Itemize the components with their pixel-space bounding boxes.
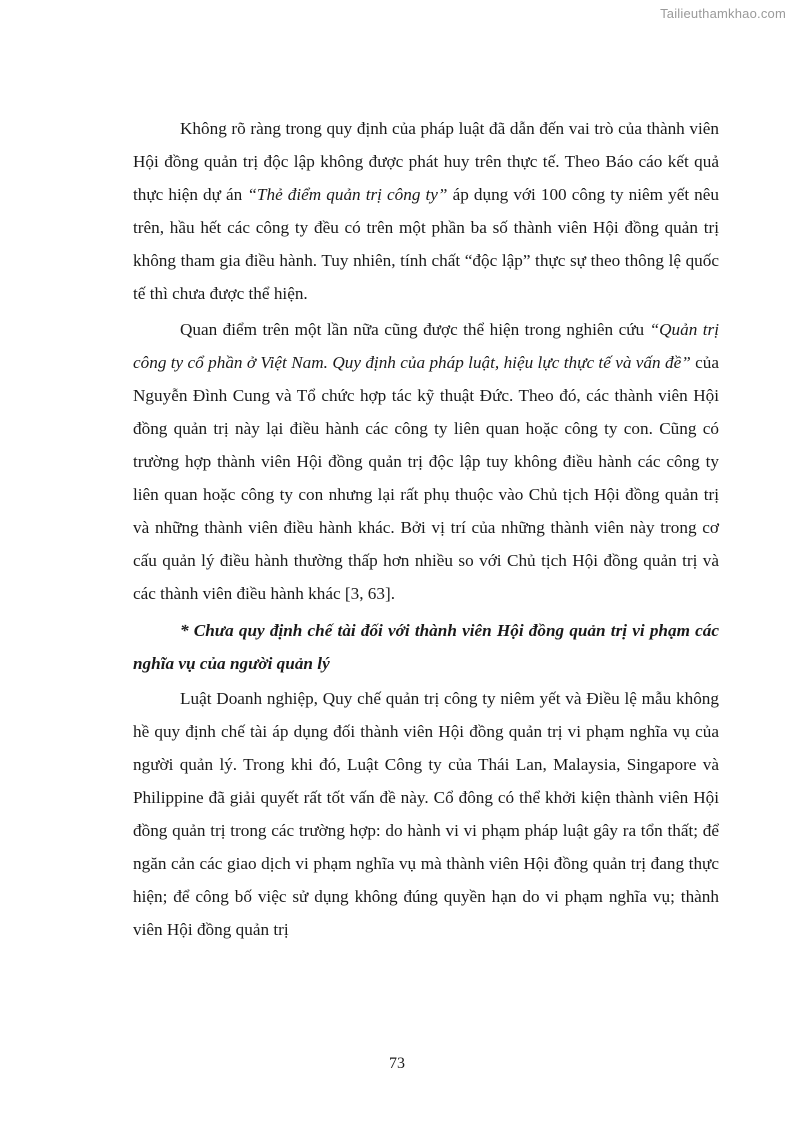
paragraph-2-quoted-title: “Quản trị công ty cổ phần ở Việt Nam. Quy định của pháp luật, hiệu lực thực tế và vấn đề”: [133, 320, 719, 372]
document-body: [133, 112, 719, 946]
paragraph-2-text-a: Quan điểm trên một lần nữa cũng được thể hiện trong nghiên cứu: [180, 320, 650, 339]
paragraph-1-text-b: áp dụng với 100 công ty niêm yết nêu trên, hầu hết các công ty đều có trên một phần ba số thành viên Hội đồng quản trị không tham gia điều hành. Tuy nhiên, tính chất “độc lập” thực sự theo thông lệ quốc tế thì chưa được thể hiện.: [133, 185, 719, 303]
paragraph-2: [133, 313, 719, 610]
paragraph-3: Luật Doanh nghiệp, Quy chế quản trị công ty niêm yết và Điều lệ mẫu không hề quy định chế tài áp dụng đối thành viên Hội đồng quản trị vi phạm nghĩa vụ của người quản lý. Trong khi đó, Luật Công ty của Thái Lan, Malaysia, Singapore và Philippine đã giải quyết rất tốt vấn đề này. Cổ đông có thể khởi kiện thành viên Hội đồng quản trị trong các trường hợp: do hành vi vi phạm pháp luật gây ra tổn thất; để ngăn cản các giao dịch vi phạm nghĩa vụ mà thành viên Hội đồng quản trị đang thực hiện; để công bố việc sử dụng không đúng quyền hạn do vi phạm nghĩa vụ; thành viên Hội đồng quản trị: [133, 689, 719, 939]
section-heading: * Chưa quy định chế tài đối với thành viên Hội đồng quản trị vi phạm các nghĩa vụ của người quản lý: [133, 621, 719, 673]
paragraph-1-text-a: Không rõ ràng trong quy định của pháp luật đã dẫn đến vai trò của thành viên Hội đồng quản trị độc lập không được phát huy trên thực tế. Theo Báo cáo kết quả thực hiện dự án: [133, 119, 719, 204]
paragraph-2-text-b: của Nguyễn Đình Cung và Tổ chức hợp tác kỹ thuật Đức. Theo đó, các thành viên Hội đồng quản trị này lại điều hành các công ty liên quan hoặc công ty con. Cũng có trường hợp thành viên Hội đồng quản trị độc lập tuy không điều hành các công ty liên quan hoặc công ty con nhưng lại rất phụ thuộc vào Chủ tịch Hội đồng quản trị và những thành viên điều hành khác. Bởi vị trí của những thành viên này trong cơ cấu quản lý điều hành thường thấp hơn nhiều so với Chủ tịch Hội đồng quản trị và các thành viên điều hành khác [3, 63].: [133, 353, 719, 603]
page-number: 73: [389, 1055, 405, 1072]
paragraph-1-quoted-title: “Thẻ điểm quản trị công ty”: [247, 185, 448, 204]
paragraph-1: [133, 112, 719, 310]
watermark: Tailieuthamkhao.com: [660, 6, 786, 21]
